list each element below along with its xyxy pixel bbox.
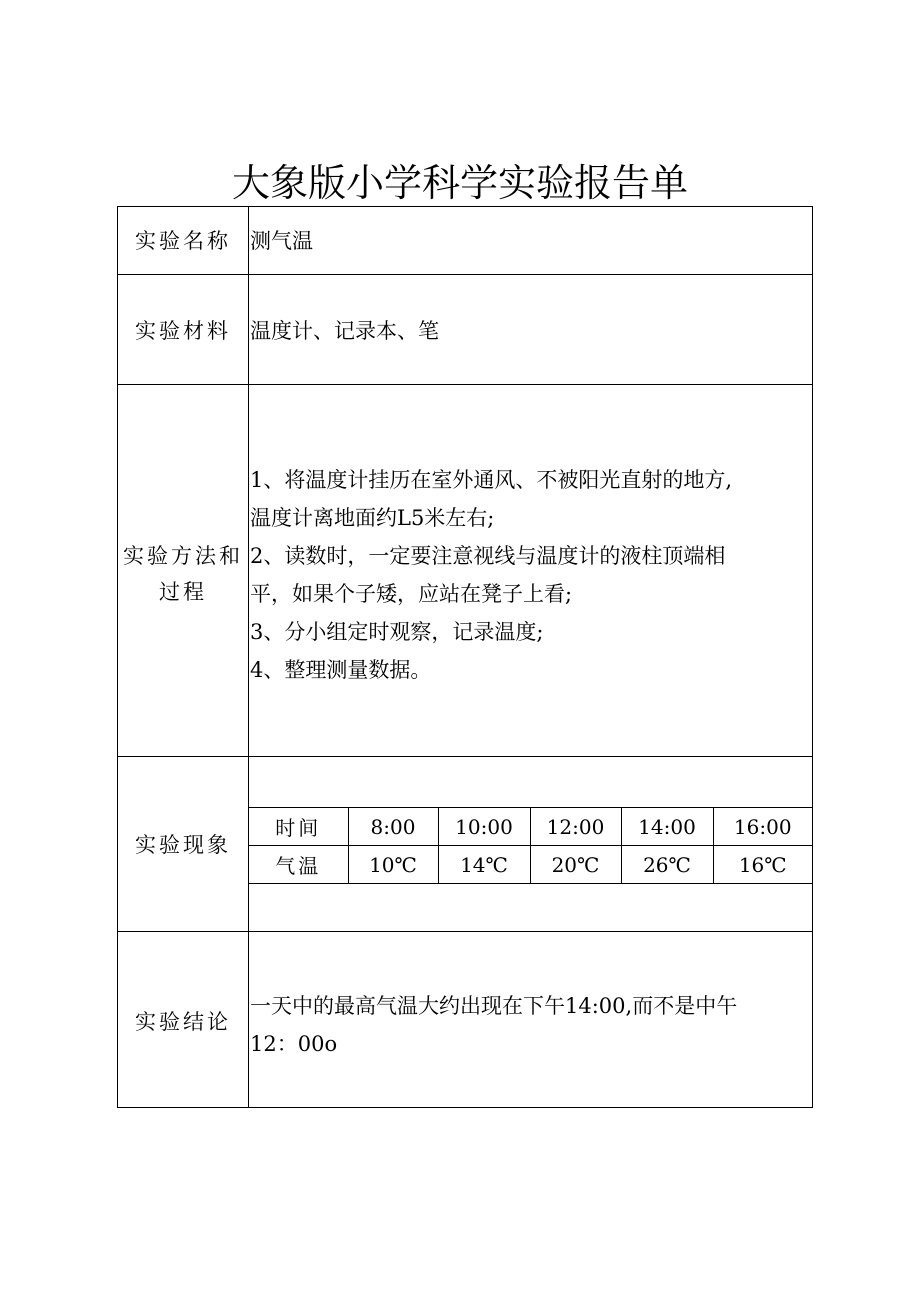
method-content bbox=[250, 461, 732, 689]
time-cell: 10:00 bbox=[438, 808, 530, 846]
phenomenon-label: 实验现象 bbox=[135, 833, 231, 857]
temperature-cell: 14℃ bbox=[438, 846, 530, 884]
temperature-cell: 10℃ bbox=[348, 846, 438, 884]
method-line: 1、将温度计挂历在室外通风、不被阳光直射的地方, bbox=[250, 468, 733, 492]
conclusion-label: 实验结论 bbox=[135, 1010, 231, 1034]
experiment-name-value: 测气温 bbox=[250, 229, 313, 253]
method-label bbox=[118, 538, 248, 610]
conclusion-content bbox=[250, 987, 737, 1063]
method-line: 3、分小组定时观察，记录温度; bbox=[250, 620, 544, 644]
column-divider bbox=[248, 207, 249, 1107]
temperature-cell: 16℃ bbox=[713, 846, 812, 884]
experiment-name-label: 实验名称 bbox=[135, 229, 231, 253]
observation-table bbox=[249, 807, 812, 884]
temperature-header: 气温 bbox=[249, 846, 348, 884]
time-cell: 14:00 bbox=[621, 808, 713, 846]
materials-label: 实验材料 bbox=[135, 319, 231, 343]
method-label-line: 实验方法和 bbox=[123, 544, 243, 568]
row-divider bbox=[118, 756, 812, 757]
report-table bbox=[117, 206, 813, 1108]
time-cell: 8:00 bbox=[348, 808, 438, 846]
time-cell: 12:00 bbox=[530, 808, 621, 846]
temperature-cell: 20℃ bbox=[530, 846, 621, 884]
time-cell: 16:00 bbox=[713, 808, 812, 846]
conclusion-line: 一天中的最高气温大约出现在下午14:00,而不是中午 bbox=[250, 994, 738, 1018]
conclusion-line: 12：00o bbox=[250, 1032, 338, 1056]
method-line: 4、整理测量数据。 bbox=[250, 658, 432, 682]
temperature-cell: 26℃ bbox=[621, 846, 713, 884]
method-label-line: 过程 bbox=[159, 580, 207, 604]
row-divider bbox=[118, 384, 812, 385]
time-row bbox=[249, 808, 812, 846]
report-title: 大象版小学科学实验报告单 bbox=[231, 161, 688, 205]
temperature-row bbox=[249, 846, 812, 884]
method-line: 平，如果个子矮，应站在凳子上看; bbox=[250, 582, 573, 606]
row-divider bbox=[118, 931, 812, 932]
method-line: 温度计离地面约L5米左右; bbox=[250, 506, 495, 530]
row-divider bbox=[118, 274, 812, 275]
materials-value: 温度计、记录本、笔 bbox=[250, 319, 439, 343]
method-line: 2、读数时，一定要注意视线与温度计的液柱顶端相 bbox=[250, 544, 726, 568]
time-header: 时间 bbox=[249, 808, 348, 846]
